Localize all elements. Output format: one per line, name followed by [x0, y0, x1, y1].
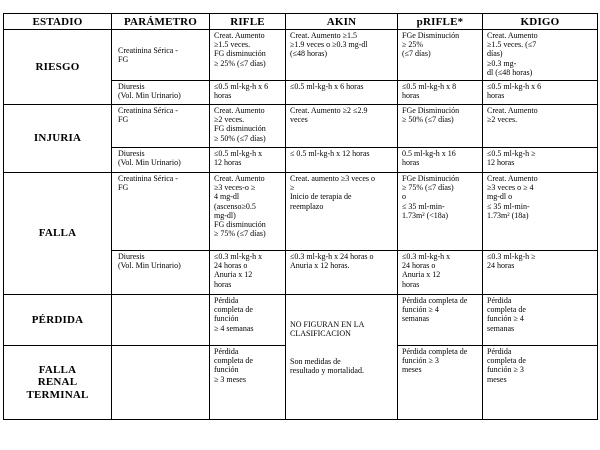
header-rifle: RIFLE: [210, 14, 286, 30]
header-akin: AKIN: [286, 14, 398, 30]
param-diuresis: Diuresis (Vol. Min Urinario): [112, 251, 210, 295]
table-row: [4, 295, 598, 346]
injuria-diuresis-akin: ≤ 0.5 ml-kg-h x 12 horas: [286, 148, 398, 173]
injuria-creat-akin: Creat. Aumento ≥2 ≤2.9 veces: [286, 105, 398, 148]
stage-riesgo: RIESGO: [4, 30, 112, 105]
akin-note-line2: Son medidas de resultado y mortalidad.: [290, 356, 364, 375]
riesgo-creat-akin: Creat. Aumento ≥1.5 ≥1.9 veces o ≥0.3 mg-dl (≤48 horas): [286, 30, 398, 81]
riesgo-diuresis-kdigo: ≤0.5 ml-kg-h x 6 horas: [483, 81, 598, 105]
param-creatinina: Creatinina Sérica - FG: [112, 173, 210, 251]
aki-classification-table: [3, 13, 598, 420]
falla-diuresis-prifle: ≤0.3 ml-kg-h x 24 horas o Anuria x 12 horas: [398, 251, 483, 295]
terminal-rifle: Pérdida completa de función ≥ 3 meses: [210, 346, 286, 420]
falla-diuresis-akin: ≤0.3 ml-kg-h x 24 horas o Anuria x 12 horas.: [286, 251, 398, 295]
terminal-prifle: Pérdida completa de función ≥ 3 meses: [398, 346, 483, 420]
header-parametro: PARÁMETRO: [112, 14, 210, 30]
akin-not-classified-note: [286, 295, 398, 420]
classification-table-document: [3, 13, 597, 437]
param-diuresis: Diuresis (Vol. Min Urinario): [112, 148, 210, 173]
injuria-diuresis-kdigo: ≤0.5 ml-kg-h ≥ 12 horas: [483, 148, 598, 173]
table-row: [4, 105, 598, 148]
riesgo-diuresis-rifle: ≤0.5 ml-kg-h x 6 horas: [210, 81, 286, 105]
header-row: [4, 14, 598, 30]
stage-injuria: INJURIA: [4, 105, 112, 173]
terminal-kdigo: Pérdida completa de función ≥ 3 meses: [483, 346, 598, 420]
falla-creat-rifle: Creat. Aumento ≥3 veces-o ≥ 4 mg-dl (ascenso≥0.5 mg-dl) FG disminución ≥ 75% (≤7 días): [210, 173, 286, 251]
injuria-creat-prifle: FGe Disminución ≥ 50% (≤7 días): [398, 105, 483, 148]
riesgo-diuresis-akin: ≤0.5 ml-kg-h x 6 horas: [286, 81, 398, 105]
table-row: [4, 30, 598, 81]
akin-note-line1: NO FIGURAN EN LA CLASIFICACION: [290, 320, 365, 339]
falla-diuresis-kdigo: ≤0.3 ml-kg-h ≥ 24 horas: [483, 251, 598, 295]
terminal-param-empty: [112, 346, 210, 420]
falla-creat-kdigo: Creat. Aumento ≥3 veces o ≥ 4 mg-dl o ≤ 35 ml-min- 1.73m² (18a): [483, 173, 598, 251]
injuria-creat-kdigo: Creat. Aumento ≥2 veces.: [483, 105, 598, 148]
table-row: [4, 173, 598, 251]
param-creatinina: Creatinina Sérica - FG: [112, 105, 210, 148]
riesgo-creat-rifle: Creat. Aumento ≥1.5 veces. FG disminución ≥ 25% (≤7 días): [210, 30, 286, 81]
stage-falla-renal-terminal: FALLA RENAL TERMINAL: [4, 346, 112, 420]
riesgo-diuresis-prifle: ≤0.5 ml-kg-h x 8 horas: [398, 81, 483, 105]
injuria-diuresis-prifle: 0.5 ml-kg-h x 16 horas: [398, 148, 483, 173]
injuria-creat-rifle: Creat. Aumento ≥2 veces. FG disminución ≥ 50% (≤7 días): [210, 105, 286, 148]
perdida-prifle: Pérdida completa de función ≥ 4 semanas: [398, 295, 483, 346]
param-diuresis: Diuresis (Vol. Min Urinario): [112, 81, 210, 105]
header-prifle: pRIFLE*: [398, 14, 483, 30]
riesgo-creat-prifle: FGe Disminución ≥ 25% (≤7 días): [398, 30, 483, 81]
perdida-param-empty: [112, 295, 210, 346]
header-kdigo: KDIGO: [483, 14, 598, 30]
injuria-diuresis-rifle: ≤0.5 ml-kg-h x 12 horas: [210, 148, 286, 173]
riesgo-creat-kdigo: Creat. Aumento ≥1.5 veces. (≤7 días) ≥0.3 mg- dl (≤48 horas): [483, 30, 598, 81]
falla-creat-akin: Creat. aumento ≥3 veces o ≥ Inicio de terapia de reemplazo: [286, 173, 398, 251]
falla-creat-prifle: FGe Disminución ≥ 75% (≤7 días) o ≤ 35 ml-min- 1.73m² (<18a): [398, 173, 483, 251]
stage-falla: FALLA: [4, 173, 112, 295]
perdida-rifle: Pérdida completa de función ≥ 4 semanas: [210, 295, 286, 346]
param-creatinina: Creatinina Sérica - FG: [112, 30, 210, 81]
header-estadio: ESTADIO: [4, 14, 112, 30]
stage-perdida: PÉRDIDA: [4, 295, 112, 346]
perdida-kdigo: Pérdida completa de función ≥ 4 semanas: [483, 295, 598, 346]
falla-diuresis-rifle: ≤0.3 ml-kg-h x 24 horas o Anuria x 12 horas: [210, 251, 286, 295]
